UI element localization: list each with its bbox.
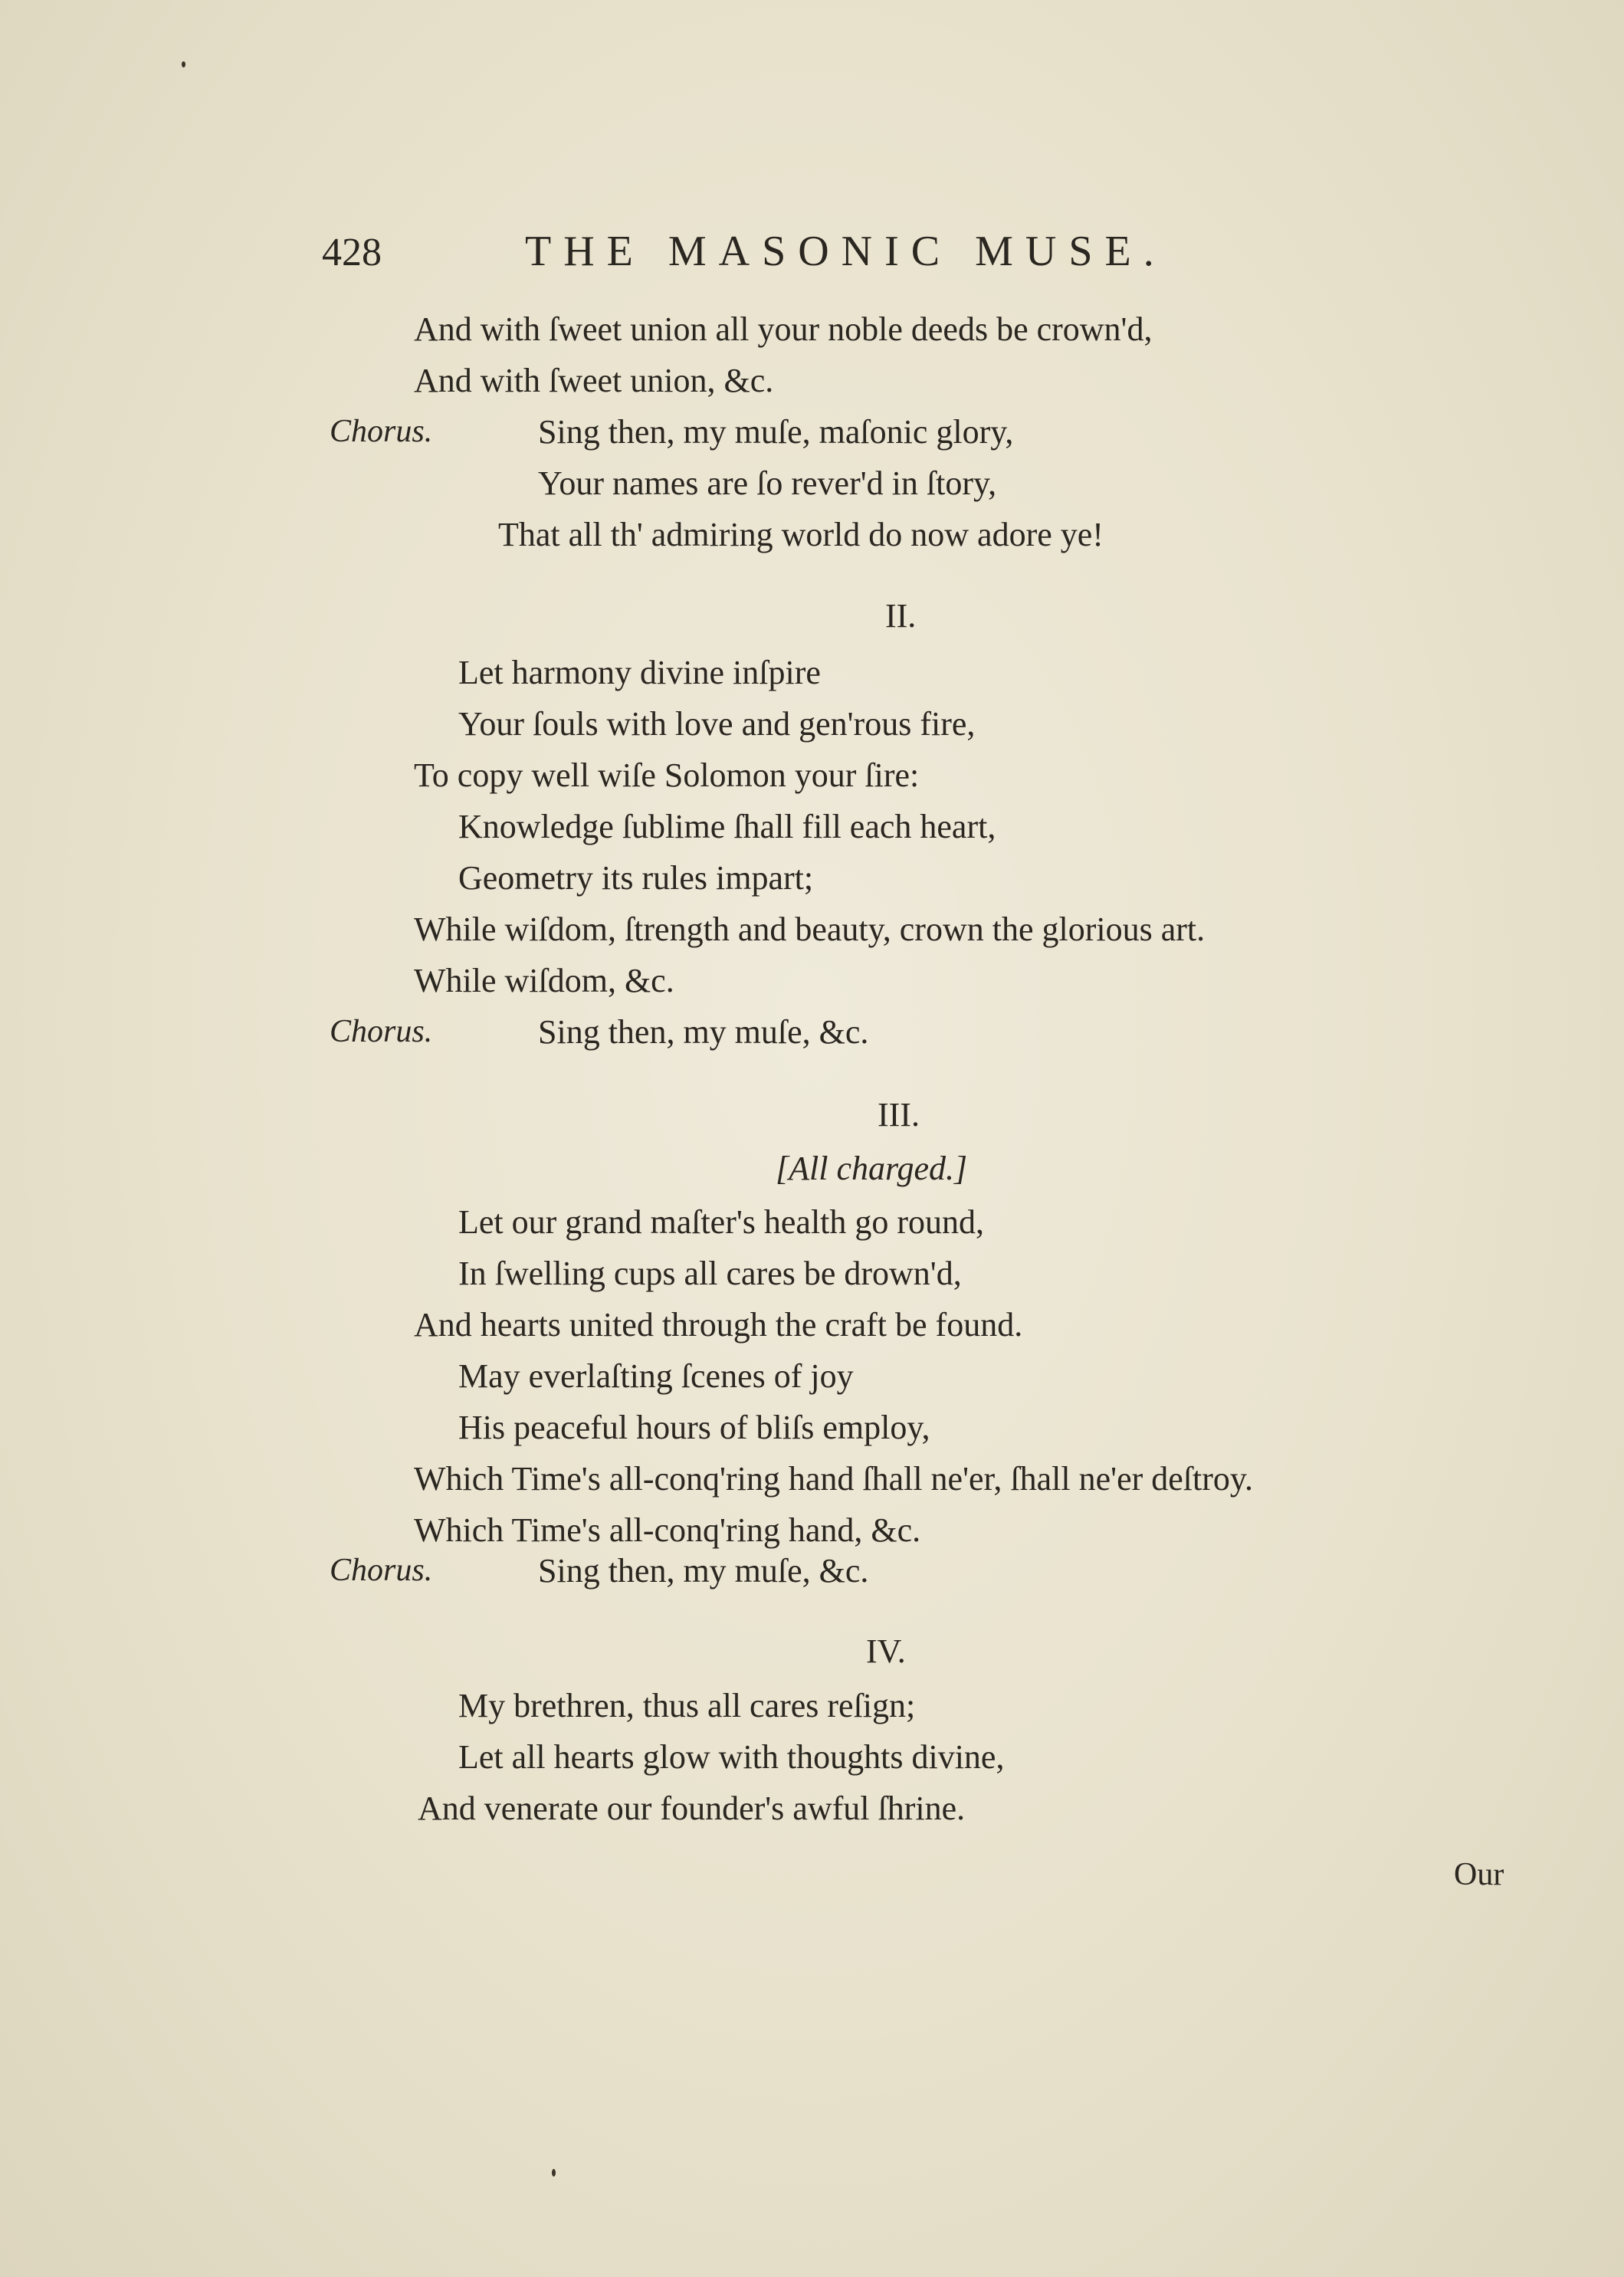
- verse-line: While wiſdom, &c.: [414, 962, 674, 999]
- chorus-line: Sing then, my muſe, &c.: [538, 1013, 869, 1051]
- verse-line: My brethren, thus all cares reſign;: [458, 1687, 916, 1724]
- verse-line: While wiſdom, ſtrength and beauty, crown the glorious art.: [414, 910, 1206, 948]
- verse-line: And with ſweet union all your noble deeds be crown'd,: [414, 310, 1153, 348]
- verse-line: His peaceful hours of bliſs employ,: [458, 1409, 930, 1446]
- running-title: THE MASONIC MUSE.: [525, 228, 1166, 275]
- page-header: [0, 230, 1624, 291]
- verse-line: Geometry its rules impart;: [458, 859, 814, 897]
- verse-line: Let all hearts glow with thoughts divine,: [458, 1738, 1005, 1776]
- catchword: Our: [1454, 1857, 1504, 1892]
- paper-speck: [182, 61, 185, 67]
- chorus-label: Chorus.: [330, 414, 433, 449]
- verse-line: And hearts united through the craft be found.: [414, 1306, 1023, 1344]
- stage-direction: [All charged.]: [776, 1150, 968, 1187]
- verse-line: May everlaſting ſcenes of joy: [458, 1357, 854, 1395]
- verse-line: Your ſouls with love and gen'rous fire,: [458, 705, 976, 743]
- paper-speck: [552, 2169, 556, 2177]
- page-number: 428: [322, 231, 382, 274]
- chorus-line: Sing then, my muſe, &c.: [538, 1552, 869, 1590]
- stanza-number: II.: [885, 597, 917, 635]
- verse-line: Which Time's all-conq'ring hand, &c.: [414, 1511, 921, 1549]
- chorus-line: Sing then, my muſe, maſonic glory,: [538, 413, 1014, 451]
- verse-line: And with ſweet union, &c.: [414, 362, 774, 399]
- stanza-number: IV.: [866, 1632, 906, 1670]
- verse-line: Knowledge ſublime ſhall fill each heart,: [458, 808, 996, 845]
- verse-line: Which Time's all-conq'ring hand ſhall ne'er, ſhall ne'er deſtroy.: [414, 1460, 1254, 1498]
- verse-line: To copy well wiſe Solomon your ſire:: [414, 756, 920, 794]
- verse-line: Let harmony divine inſpire: [458, 654, 821, 691]
- verse-line: In ſwelling cups all cares be drown'd,: [458, 1255, 962, 1292]
- chorus-line: That all th' admiring world do now adore ye!: [498, 516, 1104, 553]
- stanza-number: III.: [878, 1096, 920, 1134]
- chorus-label: Chorus.: [330, 1553, 433, 1588]
- verse-line: And venerate our founder's awful ſhrine.: [418, 1790, 966, 1827]
- verse-line: Let our grand maſter's health go round,: [458, 1203, 985, 1241]
- chorus-line: Your names are ſo rever'd in ſtory,: [538, 464, 997, 502]
- chorus-label: Chorus.: [330, 1014, 433, 1049]
